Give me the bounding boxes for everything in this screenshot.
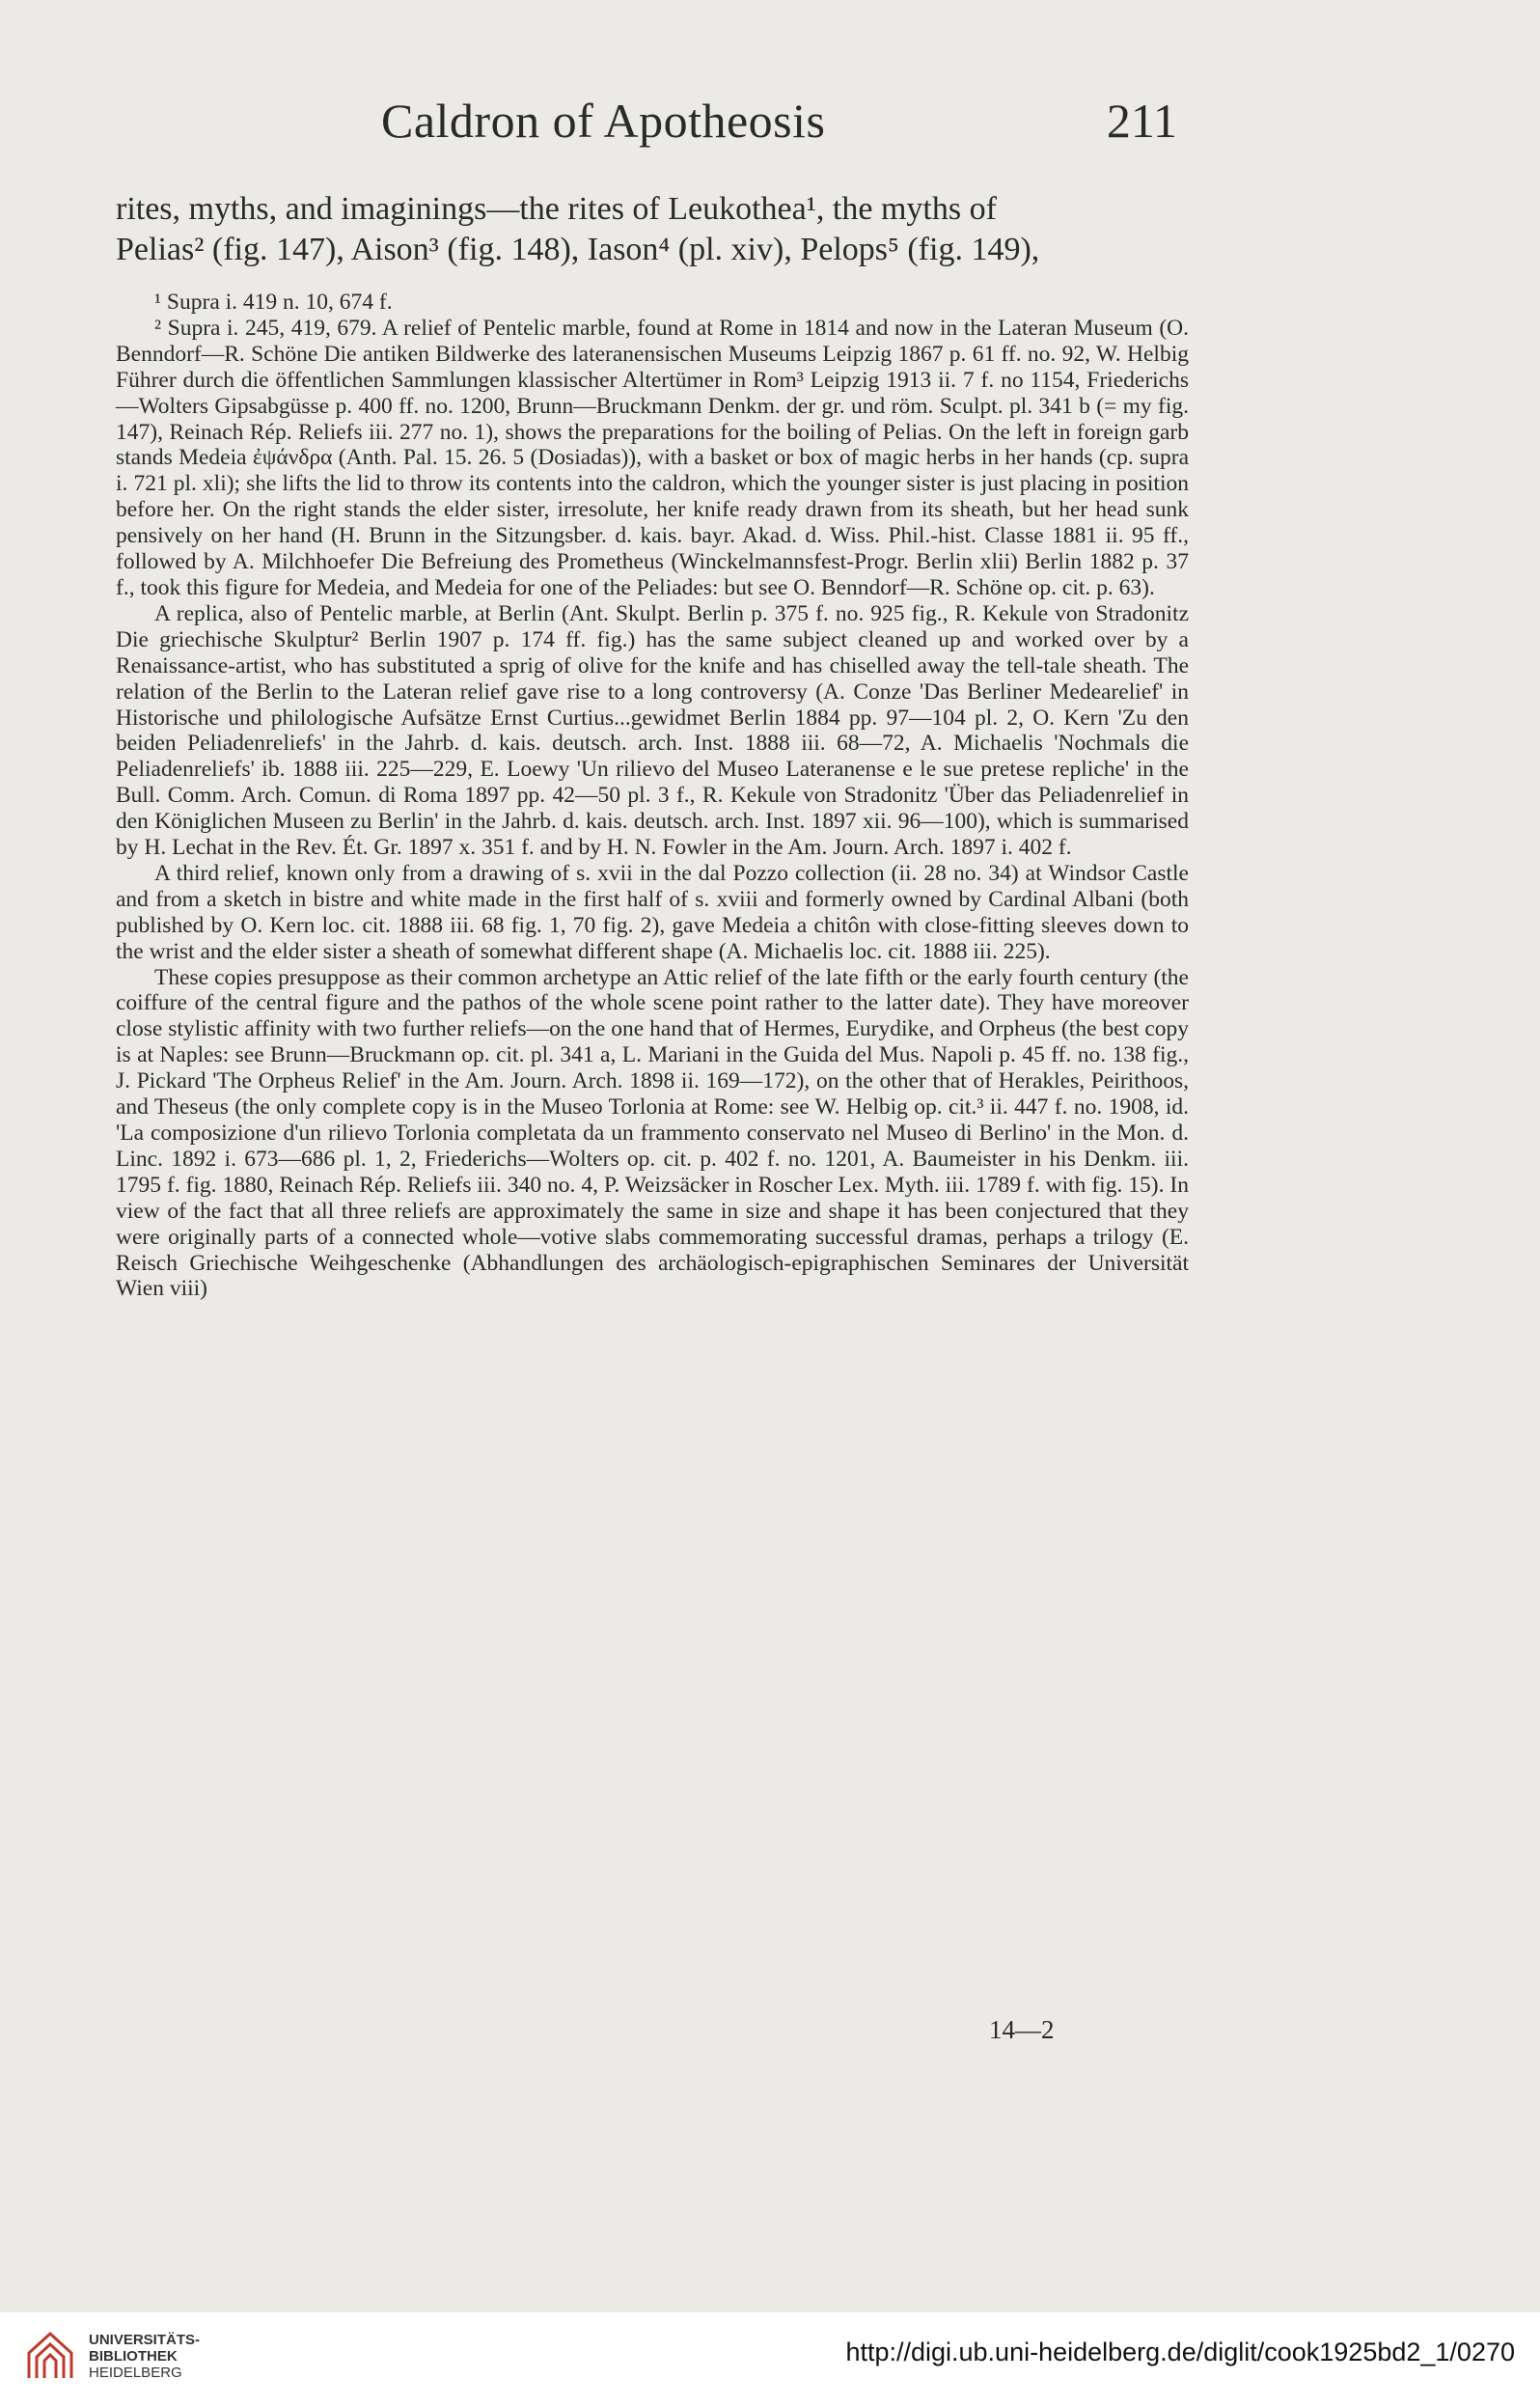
- body-text: [116, 189, 1189, 270]
- running-header: [381, 93, 1177, 160]
- library-line: UNIVERSITÄTS-: [89, 2332, 201, 2348]
- footnote-2: ² Supra i. 245, 419, 679. A relief of Pentelic marble, found at Rome in 1814 and now in the Lateran Museum (O. Benndorf—R. Schöne Die antiken Bildwerke des lateranensischen Museums Leipzig 1867 p. 61 ff. no. 92, W. Helbig Führer durch die öffentlichen Sammlungen klassischer Altertümer in Rom³ Leipzig 1913 ii. 7 f. no 1154, Friederichs—Wolters Gipsabgüsse p. 400 ff. no. 1200, Brunn—Bruckmann Denkm. der gr. und röm. Sculpt. pl. 341 b (= my fig. 147), Reinach Rép. Reliefs iii. 277 no. 1), shows the preparations for the boiling of Pelias. On the left in foreign garb stands Medeia ἐψάνδρα (Anth. Pal. 15. 26. 5 (Dosiadas)), with a basket or box of magic herbs in her hands (cp. supra i. 721 pl. xli); she lifts the lid to throw its contents into the caldron, which the younger sister is just placing in position before her. On the right stands the elder sister, irresolute, her knife ready drawn from its sheath, but her head sunk pensively on her hand (H. Brunn in the Sitzungsber. d. kais. bayr. Akad. d. Wiss. Phil.-hist. Classe 1881 ii. 95 ff., followed by A. Milchhoefer Die Befreiung des Prometheus (Winckelmannsfest-Progr. Berlin xlii) Berlin 1882 p. 37 f., took this figure for Medeia, and Medeia for one of the Peliades: but see O. Benndorf—R. Schöne op. cit. p. 63).: [116, 315, 1189, 600]
- library-line: BIBLIOTHEK: [89, 2348, 178, 2365]
- footnote-paragraph: A third relief, known only from a drawing of s. xvii in the dal Pozzo collection (ii. 28 no. 34) at Windsor Castle and from a sketch in bistre and white made in the first half of s. xviii and formerly owned by Cardinal Albani (both published by O. Kern loc. cit. 1888 iii. 68 fig. 1, 70 fig. 2), gave Medeia a chitôn with close-fitting sleeves down to the wrist and the elder sister a sheath of somewhat different shape (A. Michaelis loc. cit. 1888 iii. 225).: [116, 860, 1189, 964]
- footnote-paragraph: These copies presuppose as their common archetype an Attic relief of the late fifth or the early fourth century (the coiffure of the central figure and the pathos of the whole scene point rather to the latter date). They have moreover close stylistic affinity with two further reliefs—on the one hand that of Hermes, Eurydike, and Orpheus (the best copy is at Naples: see Brunn—Bruckmann op. cit. pl. 341 a, L. Mariani in the Guida del Mus. Napoli p. 45 ff. no. 138 fig., J. Pickard 'The Orpheus Relief' in the Am. Journ. Arch. 1898 ii. 169—172), on the other that of Herakles, Peirithoos, and Theseus (the only complete copy is in the Museo Torlonia at Rome: see W. Helbig op. cit.³ ii. 447 f. no. 1908, id. 'La composizione d'un rilievo Torlonia completata da un frammento conservato nel Museo di Berlino' in the Mon. d. Linc. 1892 i. 673—686 pl. 1, 2, Friederichs—Wolters op. cit. p. 402 f. no. 1201, A. Baumeister in his Denkm. iii. 1795 f. fig. 1880, Reinach Rép. Reliefs iii. 340 no. 4, P. Weizsäcker in Roscher Lex. Myth. iii. 1789 f. with fig. 15). In view of the fact that all three reliefs are approximately the same in size and shape it has been conjectured that they were originally parts of a connected whole—votive slabs commemorating successful dramas, perhaps a trilogy (E. Reisch Griechische Weihgeschenke (Abhandlungen des archäologisch-epigraphischen Seminares der Universität Wien viii): [116, 964, 1189, 1302]
- source-url-link[interactable]: http://digi.ub.uni-heidelberg.de/diglit/cook1925bd2_1/0270: [845, 2338, 1515, 2366]
- footnotes: [116, 290, 1189, 1302]
- body-line: Pelias² (fig. 147), Aison³ (fig. 148), Iason⁴ (pl. xiv), Pelops⁵ (fig. 149),: [116, 232, 1040, 267]
- digitization-footer: [0, 2312, 1540, 2407]
- footnote-paragraph: A replica, also of Pentelic marble, at Berlin (Ant. Skulpt. Berlin p. 375 f. no. 925 fig., R. Kekule von Stradonitz Die griechische Skulptur² Berlin 1907 p. 174 ff. fig.) has the same subject cleaned up and worked over by a Renaissance-artist, who has substituted a sprig of olive for the knife and has chiselled away the tell-tale sheath. The relation of the Berlin to the Lateran relief gave rise to a long controversy (A. Conze 'Das Berliner Medearelief' in Historische und philologische Aufsätze Ernst Curtius...gewidmet Berlin 1884 pp. 97—104 pl. 2, O. Kern 'Zu den beiden Peliadenreliefs' in the Jahrb. d. kais. deutsch. arch. Inst. 1888 iii. 68—72, A. Michaelis 'Nochmals die Peliadenreliefs' ib. 1888 iii. 225—229, E. Loewy 'Un rilievo del Museo Lateranense e le sue pretese repliche' in the Bull. Comm. Arch. Comun. di Roma 1897 pp. 42—50 pl. 3 f., R. Kekule von Stradonitz 'Über das Peliadenrelief in den Königlichen Museen zu Berlin' in the Jahrb. d. kais. deutsch. arch. Inst. 1897 xii. 96—100), which is summarised by H. Lechat in the Rev. Ét. Gr. 1897 x. 351 f. and by H. N. Fowler in the Am. Journ. Arch. 1897 i. 402 f.: [116, 600, 1189, 861]
- body-line: rites, myths, and imaginings—the rites of Leukothea¹, the myths of: [116, 191, 997, 227]
- running-title: Caldron of Apotheosis: [381, 94, 826, 148]
- library-name: [89, 2332, 200, 2381]
- footnote-1: ¹ Supra i. 419 n. 10, 674 f.: [154, 290, 393, 315]
- signature-mark: 14—2: [989, 2015, 1055, 2044]
- library-line: HEIDELBERG: [89, 2365, 182, 2381]
- library-logo-icon: [21, 2328, 79, 2386]
- page-number: 211: [1106, 94, 1177, 148]
